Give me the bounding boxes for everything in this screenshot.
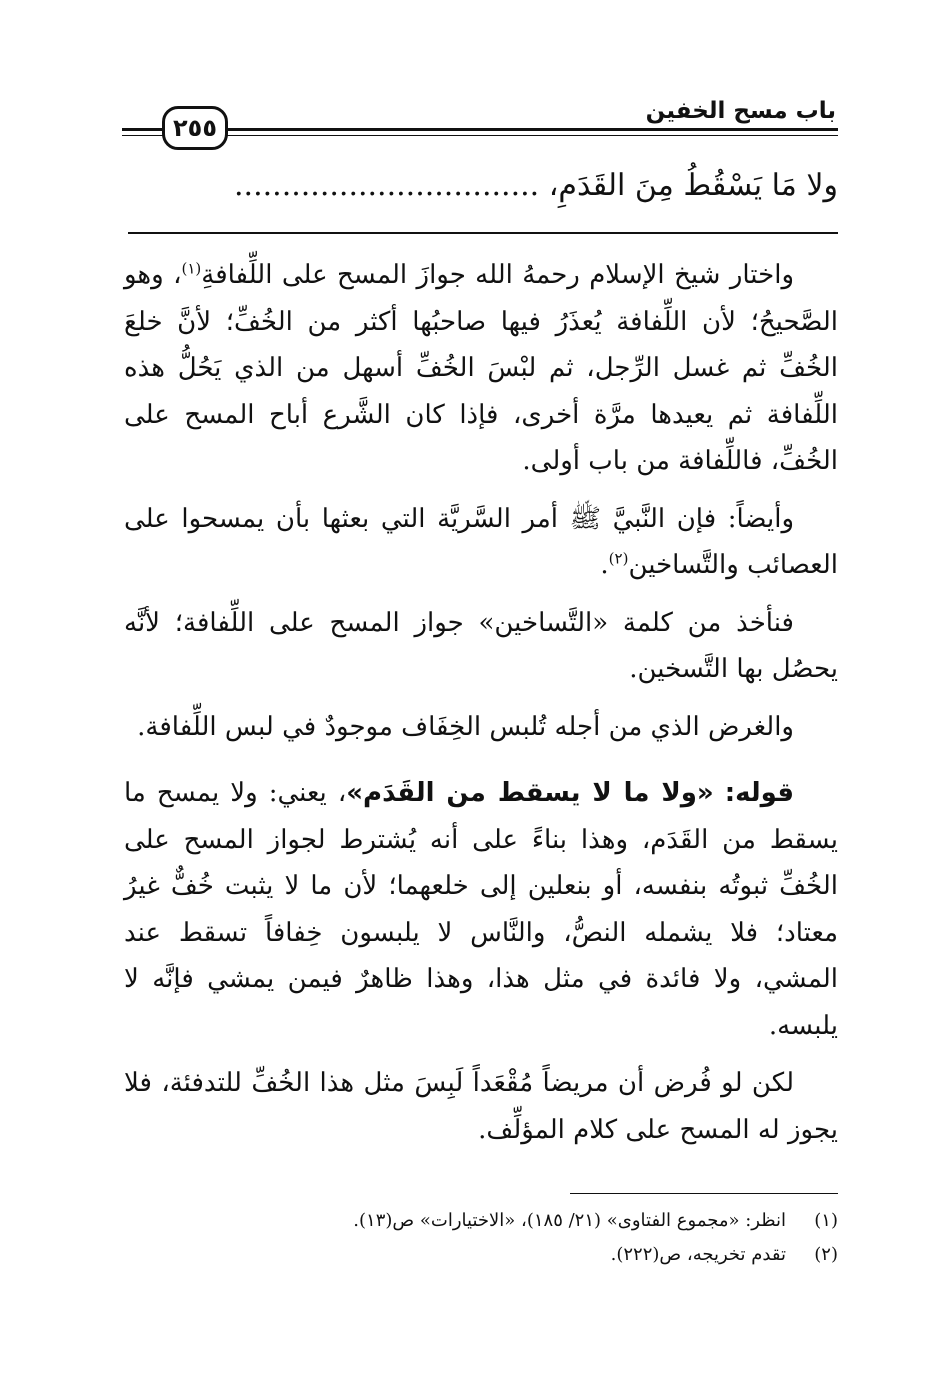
header-double-rule: [122, 128, 838, 140]
closing-paragraph: [124, 1060, 838, 1153]
matn-dots: ................................: [234, 168, 540, 203]
qawluhu-label: قوله:: [724, 778, 795, 808]
page-number: ٢٥٥: [162, 106, 228, 150]
paragraph-4-text: والغرض الذي من أجله تُلبس الخِفَاف موجودٌ في لبس اللِّفافة.: [137, 711, 794, 742]
commentary-text: ، يعني: ولا يمسح ما يسقط من القَدَم، وهذا بناءً على أنه يُشترط لجواز المسح على الخُفِّ ثبوتُه بنفسه، أو بنعلين إلى خلعهما؛ لأن ما لا يثبت خُفٌّ غيرُ معتاد؛ فلا يشمله النصُّ، والنَّاس لا يلبسون خِفافاً تسقط عند المشي، ولا فائدة في مثل هذا، وهذا ظاهرٌ فيمن يمشي فإنَّه لا يلبسه.: [124, 778, 839, 1041]
header-rule-thick: [122, 128, 838, 131]
paragraph-3: [124, 600, 838, 693]
footnote-2-text: تقدم تخريجه، ص(٢٢٢).: [610, 1244, 786, 1265]
paragraph-1: [124, 252, 838, 485]
paragraph-2: [124, 496, 838, 589]
paragraph-4: [124, 704, 838, 751]
paragraph-2-text-a: وأيضاً: فإن النَّبيَّ ﷺ أمر السَّريَّة التي بعثها بأن يمسحوا على العصائب والتَّساخين: [124, 503, 838, 580]
footnote-separator-rule: [570, 1193, 838, 1194]
closing-paragraph-text: لكن لو فُرض أن مريضاً مُقْعَداً لَبِسَ مثل هذا الخُفِّ للتدفئة، فلا يجوز له المسح على كلام المؤلِّف.: [124, 1068, 838, 1145]
paragraph-2-text-b: .: [600, 550, 609, 580]
footnote-1-text: انظر: «مجموع الفتاوى» (٢١/ ١٨٥)، «الاختيارات» ص(١٣).: [353, 1210, 786, 1231]
footnotes: [124, 1204, 838, 1272]
footnote-1: [124, 1204, 838, 1238]
matn-line: [122, 160, 838, 212]
matn-separator-rule: [128, 232, 838, 234]
paragraph-3-text: فنأخذ من كلمة «التَّساخين» جواز المسح على اللِّفافة؛ لأنَّه يحصُل بها التَّسخين.: [124, 607, 838, 684]
matn-text: ولا مَا يَسْقُطُ مِنَ القَدَمِ،: [548, 168, 838, 203]
header-rule-thin: [122, 135, 838, 136]
paragraph-1-text-b: ، وهو الصَّحيحُ؛ لأن اللِّفافة يُعذَرُ فيها صاحبُها أكثر من الخُفِّ؛ لأنَّ خلعَ الخُفِّ ثم غسل الرِّجل، ثم لبْسَ الخُفِّ أسهل من الذي يَحُلُّ هذه اللِّفافة ثم يعيدها مرَّة أخرى، فإذا كان الشَّرع أباح المسح على الخُفِّ، فاللِّفافة من باب أولى.: [124, 260, 838, 476]
qawluhu-quote: «ولا ما لا يسقط من القَدَم»: [346, 778, 714, 808]
commentary-paragraph: [124, 770, 838, 1049]
footnote-1-number: (١): [814, 1210, 838, 1231]
commentary-body: [124, 252, 838, 1164]
footnote-2: [124, 1238, 838, 1272]
footnote-ref-1: (١): [181, 259, 202, 278]
paragraph-1-text-a: واختار شيخ الإسلام رحمهُ الله جوازَ المسح على اللِّفافةِ: [201, 260, 794, 290]
running-header-title: باب مسح الخفين: [645, 98, 836, 124]
footnote-ref-2: (٢): [608, 549, 629, 568]
footnote-2-number: (٢): [814, 1244, 838, 1265]
